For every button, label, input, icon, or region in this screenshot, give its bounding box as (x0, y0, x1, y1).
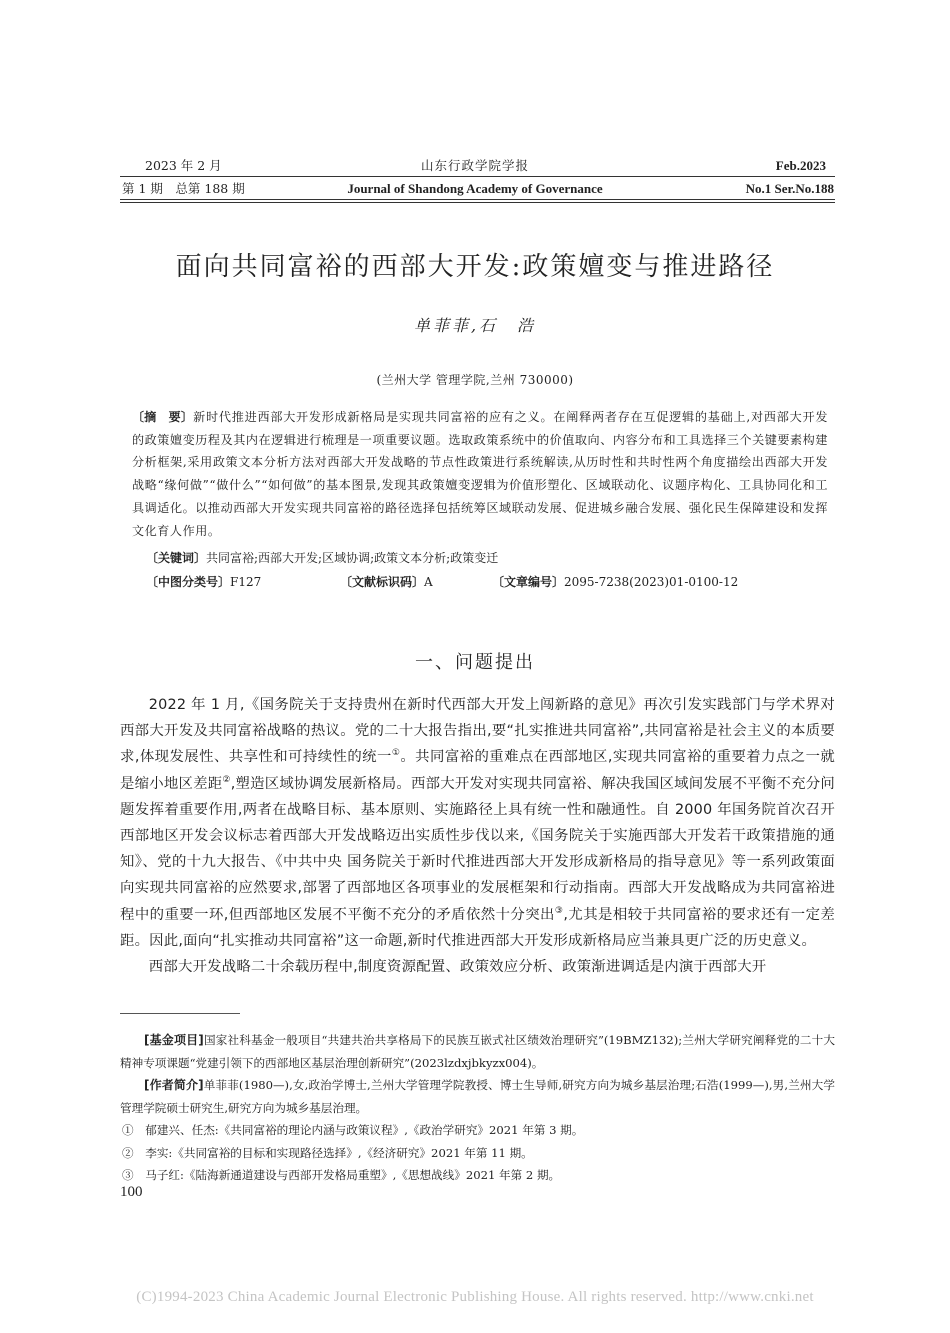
footnote-ref-1[interactable]: ① (391, 748, 401, 759)
footnote-3: ③ 马子红:《陆海新通道建设与西部开发格局重塑》,《思想战线》2021 年第 2 期。 (122, 1168, 561, 1182)
article-affiliation: (兰州大学 管理学院,兰州 730000) (376, 373, 574, 387)
page-number: 100 (120, 1184, 143, 1200)
article-title: 面向共同富裕的西部大开发:政策嬗变与推进路径 (175, 252, 775, 282)
header-issue-en: No.1 Ser.No.188 (745, 181, 834, 196)
author-text: 单菲菲(1980—),女,政治学博士,兰州大学管理学院教授、博士生导师,研究方向为城乡基层治理;石浩(1999—),男,兰州大学管理学院硕士研究生,研究方向为城乡基层治理。 (120, 1078, 835, 1115)
doc-value: A (424, 575, 433, 589)
paragraph-2: 西部大开发战略二十余载历程中,制度资源配置、政策效应分析、政策渐进调适是内演于西部大开 (148, 959, 767, 976)
copyright-watermark: (C)1994-2023 China Academic Journal Electronic Publishing House. All rights reserved. http://www.cnki.net (136, 1289, 814, 1305)
clc-label: 〔中图分类号〕 (146, 575, 231, 589)
fund-label: [基金项目] (144, 1033, 204, 1047)
body-text (120, 692, 835, 980)
author-label: [作者简介] (144, 1078, 204, 1092)
paragraph-1: 2022 年 1 月,《国务院关于支持贵州在新时代西部大开发上闯新路的意见》再次引发实践部门与学术界对西部大开发及共同富裕战略的热议。党的二十大报告指出,要“扎实推进共同富裕”,共同富裕是社会主义的本质要求,体现发展性、共享性和可持续性的统一①。共同富裕的重难点在西部地区,实现共同富裕的重要着力点之一就是缩小地区差距②,塑造区域协调发展新格局。西部大开发对实现共同富裕、解决我国区域间发展不平衡不充分问题发挥着重要作用,两者在战略目标、基本原则、实施路径上具有统一性和融通性。自 2000 年国务院首次召开西部地区开发会议标志着西部大开发战略迈出实质性步伐以来,《国务院关于实施西部大开发若干政策措施的通知》、党的十九大报告、《中共中央 国务院关于新时代推进西部大开发形成新格局的指导意见》等一系列政策面向实现共同富裕的应然要求,部署了西部地区各项事业的发展框架和行动指南。西部大开发战略成为共同富裕进程中的重要一环,但西部地区发展不平衡不充分的矛盾依然十分突出③,尤其是相较于共同富裕的要求还有一定差距。因此,面向“扎实推动共同富裕”这一命题,新时代推进西部大开发形成新格局应当兼具更广泛的历史意义。 (120, 697, 836, 949)
abstract-label: 〔摘 要〕 (132, 410, 194, 424)
footnote-rule (120, 1013, 240, 1014)
header-date-cn: 2023 年 2 月 (145, 158, 222, 173)
header-date-en: Feb.2023 (775, 158, 826, 173)
abstract-text: 新时代推进西部大开发形成新格局是实现共同富裕的应有之义。在阐释两者存在互促逻辑的基础上,对西部大开发的政策嬗变历程及其内在逻辑进行梳理是一项重要议题。选取政策系统中的价值取向、内容分布和工具选择三个关键要素构建分析框架,采用政策文本分析方法对西部大开发战略的节点性政策进行系统解读,从历时性和共时性两个角度描绘出西部大开发战略“缘何做”“做什么”“如何做”的基本图景,发现其政策嬗变逻辑为价值形塑化、区域联动化、议题序构化、工具协同化和工具调适化。以推动西部大开发实现共同富裕的路径选择包括统筹区域联动发展、促进城乡融合发展、强化民生保障建设和发挥文化育人作用。 (132, 410, 828, 538)
footnote-2: ② 李实:《共同富裕的目标和实现路径选择》,《经济研究》2021 年第 11 期。 (122, 1145, 533, 1160)
article-number-value: 2095-7238(2023)01-0100-12 (564, 575, 739, 589)
article-authors: 单菲菲,石 浩 (413, 316, 537, 335)
author-note (120, 1074, 835, 1119)
keywords-text: 共同富裕;西部大开发;区域协调;政策文本分析;政策变迁 (206, 551, 499, 565)
abstract (132, 406, 828, 542)
header-rule-thin (120, 202, 835, 203)
header-journal-en: Journal of Shandong Academy of Governance (347, 181, 603, 196)
footnote-ref-3[interactable]: ③ (554, 905, 564, 916)
footnote-1: ① 郁建兴、任杰:《共同富裕的理论内涵与政策议程》,《政治学研究》2021 年第 3 期。 (122, 1123, 584, 1137)
keywords-label: 〔关键词〕 (146, 551, 207, 565)
article-number (492, 572, 738, 592)
fund-text: 国家社科基金一般项目“共建共治共享格局下的民族互嵌式社区绩效治理研究”(19BMZ132);兰州大学研究阐释党的二十大精神专项课题“党建引领下的西部地区基层治理创新研究”(2023lzdxjbkyzx004)。 (120, 1033, 835, 1070)
fund-note (120, 1029, 835, 1074)
header-rule-top (120, 176, 835, 177)
footnotes (120, 1029, 835, 1187)
doc-label: 〔文献标识码〕 (340, 575, 425, 589)
doc-code (340, 572, 433, 592)
article-number-label: 〔文章编号〕 (492, 575, 565, 589)
section-heading: 一、问题提出 (415, 652, 535, 673)
header-journal-cn: 山东行政学院学报 (420, 158, 529, 173)
keywords (146, 548, 498, 568)
clc-number (146, 572, 261, 592)
header-issue-cn: 第 1 期 总第 188 期 (122, 181, 245, 196)
footnote-ref-2[interactable]: ② (222, 774, 231, 785)
clc-value: F127 (230, 575, 262, 589)
header-rule-bottom (120, 199, 835, 200)
